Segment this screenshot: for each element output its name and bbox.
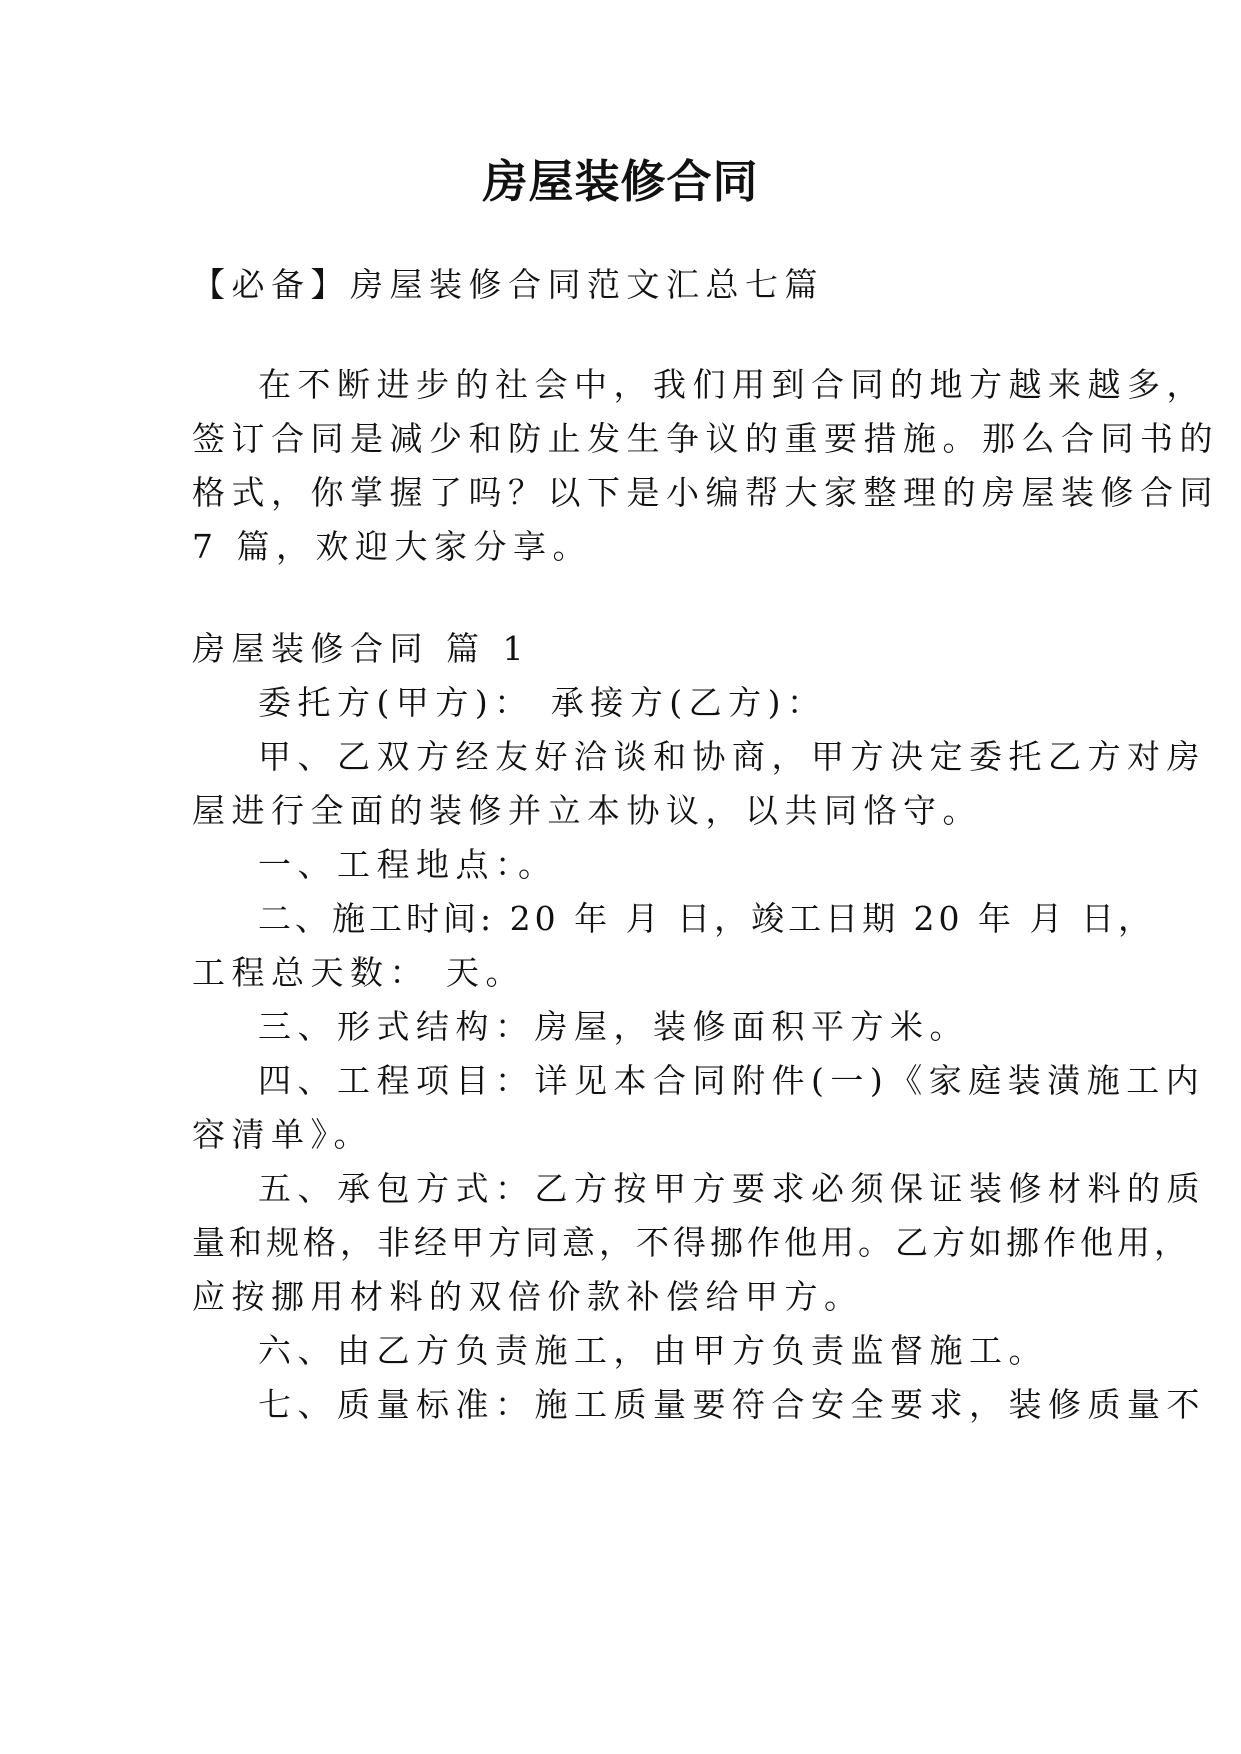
body-line-1: 委托方(甲方)： 承接方(乙方)： <box>258 683 827 722</box>
body-line-7: 三、形式结构：房屋，装修面积平方米。 <box>258 1007 969 1046</box>
body-line-8: 四、工程项目：详见本合同附件(一)《家庭装潢施工内 <box>258 1061 1206 1100</box>
document-title: 房屋装修合同 <box>482 155 759 208</box>
body-line-9: 容清单》。 <box>192 1115 373 1154</box>
body-line-3: 屋进行全面的装修并立本协议，以共同恪守。 <box>192 791 982 830</box>
body-line-6: 工程总天数： 天。 <box>192 953 525 992</box>
intro-line-2: 签订合同是减少和防止发生争议的重要措施。那么合同书的 <box>192 419 1219 458</box>
body-line-4: 一、工程地点：。 <box>258 845 558 884</box>
body-line-13: 六、由乙方负责施工，由甲方负责监督施工。 <box>258 1331 1048 1370</box>
body-line-14: 七、质量标准：施工质量要符合安全要求，装修质量不 <box>258 1385 1206 1424</box>
section-heading: 房屋装修合同 篇 1 <box>192 629 530 668</box>
intro-line-4: 7 篇，欢迎大家分享。 <box>192 527 592 566</box>
body-line-5: 二、施工时间: 20 年 月 日，竣工日期 20 年 月 日， <box>258 899 1156 938</box>
body-line-12: 应按挪用材料的双倍价款补偿给甲方。 <box>192 1277 864 1316</box>
body-line-2: 甲、乙双方经友好洽谈和协商，甲方决定委托乙方对房 <box>258 737 1206 776</box>
body-line-10: 五、承包方式：乙方按甲方要求必须保证装修材料的质 <box>258 1169 1206 1208</box>
document-subtitle: 【必备】房屋装修合同范文汇总七篇 <box>192 265 824 304</box>
intro-line-3: 格式，你掌握了吗？以下是小编帮大家整理的房屋装修合同 <box>192 473 1219 512</box>
intro-line-1: 在不断进步的社会中，我们用到合同的地方越来越多， <box>258 365 1206 404</box>
body-line-11: 量和规格，非经甲方同意，不得挪作他用。乙方如挪作他用， <box>192 1223 1191 1262</box>
